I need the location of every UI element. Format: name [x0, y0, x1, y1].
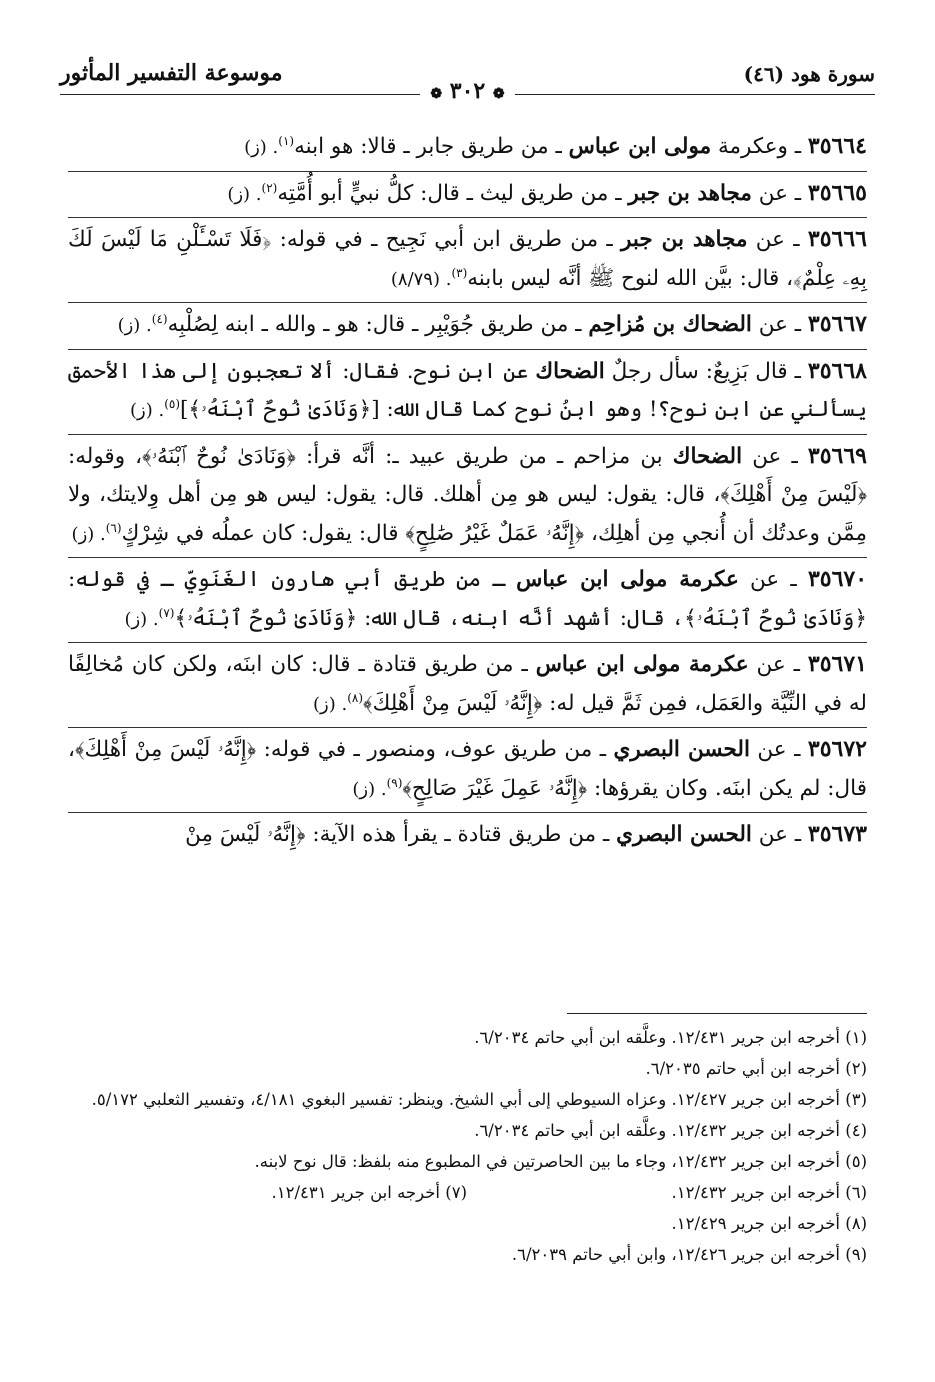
- footnote-ref: (٦): [105, 520, 122, 535]
- footnote-9: (٩) أخرجه ابن جرير ١٢/٤٢٦، وابن أبي حاتم ٦/٢٠٣٩.: [511, 1245, 867, 1264]
- quran-quote: ﴿إِنَّهُۥ عَمَلٌ غَيْرُ صَٰلِحٍ﴾: [405, 520, 585, 546]
- entry-35665: ٣٥٦٦٥ ـ عن مجاهد بن جبر ـ من طريق ليث ـ قال: كلُّ نبيٍّ أبو أُمَّتِه$^{(٢)}$. (ز): [68, 172, 867, 219]
- footnote-ref: (٣): [451, 265, 468, 280]
- book-title: موسوعة التفسير المأثور: [60, 60, 283, 86]
- quran-quote: ﴿وَنَادَىٰ نُوحٌ ٱبْنَهُۥ﴾: [142, 443, 296, 469]
- narrator-name: مولى ابن عباس: [568, 134, 712, 159]
- entry-number: ٣٥٦٧٣: [807, 821, 867, 847]
- footnote-8: (٨) أخرجه ابن جرير ١٢/٤٢٩.: [671, 1214, 867, 1233]
- footnote-2: (٢) أخرجه ابن أبي حاتم ٦/٢٠٣٥.: [645, 1059, 867, 1078]
- quran-quote: ﴿وَنَادَىٰ نُوحٌ ٱبْنَهُۥ﴾: [188, 397, 372, 422]
- entry-35671: ٣٥٦٧١ ـ عن عكرمة مولى ابن عباس ـ من طريق قتادة ـ قال: كان ابنَه، ولكن كان مُخالِفًا له في النِّيَّة والعَمَل، فمِن ثَمَّ قيل له: ﴿إِنَّهُۥ لَيْسَ مِنْ أَهْلِكَ﴾$^{(٨)}$. (ز): [68, 643, 867, 728]
- main-text: [68, 125, 867, 858]
- footnote-5: (٥) أخرجه ابن جرير ١٢/٤٣٢، وجاء ما بين الحاصرتين في المطبوع منه بلفظ: قال نوح لابنه.: [254, 1152, 867, 1171]
- entry-35666: ٣٥٦٦٦ ـ عن مجاهد بن جبر ـ من طريق ابن أبي نَجِيح ـ في قوله: ﴿فَلَا تَسْـَٔلْنِ مَا لَيْسَ لَكَ بِهِۦ عِلْمٌ﴾، قال: بيَّن الله لنوح ﷺ أنَّه ليس بابنه$^{(٣)}$. (٨/٧٩): [68, 218, 867, 303]
- footnote-7: (٧) أخرجه ابن جرير ١٢/٤٣١.: [271, 1183, 467, 1202]
- narrator-name: عكرمة مولى ابن عباس: [516, 567, 739, 592]
- narrator-name: الحسن البصري: [613, 737, 750, 762]
- quran-quote: ﴿وَنَادَىٰ نُوحٌ ٱبْنَهُۥ﴾: [684, 605, 867, 631]
- footnote-6: (٦) أخرجه ابن جرير ١٢/٤٣٢.: [671, 1183, 867, 1202]
- entry-35667: ٣٥٦٦٧ ـ عن الضحاك بن مُزاحِم ـ من طريق جُوَيْبِر ـ قال: هو ـ والله ـ ابنه لِصُلْبِه$^{(٤)}$. (ز): [68, 303, 867, 350]
- entry-35672: ٣٥٦٧٢ ـ عن الحسن البصري ـ من طريق عوف، ومنصور ـ في قوله: ﴿إِنَّهُۥ لَيْسَ مِنْ أَهْلِكَ﴾، قال: لم يكن ابنَه. وكان يقرؤها: ﴿إِنَّهُۥ عَمِلَ غَيْرَ صَالِحٍ﴾$^{(٩)}$. (ز): [68, 728, 867, 813]
- page-number-box: [420, 78, 514, 104]
- footnote-1: (١) أخرجه ابن جرير ١٢/٤٣١. وعلَّقه ابن أبي حاتم ٦/٢٠٣٤.: [474, 1028, 867, 1047]
- narrator-name: الحسن البصري: [616, 822, 752, 847]
- entry-number: ٣٥٦٦٨: [807, 357, 867, 384]
- surah-title: سورة هود (٤٦): [743, 62, 875, 86]
- footnote-ref: (٤): [151, 311, 168, 326]
- entry-35664: ٣٥٦٦٤ ـ وعكرمة مولى ابن عباس ـ من طريق جابر ـ قالا: هو ابنه$^{(١)}$. (ز): [68, 125, 867, 172]
- footnote-4: (٤) أخرجه ابن جرير ١٢/٤٣٢. وعلَّقه ابن أبي حاتم ٦/٢٠٣٤.: [474, 1121, 867, 1140]
- entry-35669: ٣٥٦٦٩ ـ عن الضحاك بن مزاحم ـ من طريق عبيد ـ: أنَّه قرأ: ﴿وَنَادَىٰ نُوحٌ ٱبْنَهُۥ﴾، وقوله: ﴿لَيْسَ مِنْ أَهْلِكَ﴾، قال: يقول: ليس هو مِن أهلك. قال: يقول: ليس هو مِن أهل وِلايتك، ولا مِمَّن وعدتُك أن أُنجي مِن أهلِك، ﴿إِنَّهُۥ عَمَلٌ غَيْرُ صَٰلِحٍ﴾ قال: يقول: كان عملُه في شِرْكٍ$^{(٦)}$. (ز): [68, 435, 867, 559]
- narrator-name: عكرمة مولى ابن عباس: [535, 652, 749, 677]
- quran-quote: ﴿إِنَّهُۥ لَيْسَ مِنْ أَهْلِكَ﴾: [74, 737, 257, 762]
- footnote-ref: (٩): [386, 775, 403, 790]
- entry-35670: ٣٥٦٧٠ ـ عن عكرمة مولى ابن عباس ـ من طريق أبي هارون الغَنَوِيِّ ـ في قوله: ﴿وَنَادَىٰ نُوحٌ ٱبْنَهُۥ﴾، قال: أشهد أنَّه ابنه، قال الله: ﴿وَنَادَىٰ نُوحٌ ٱبْنَهُۥ﴾$^{(٧)}$. (ز): [68, 558, 867, 643]
- entry-number: ٣٥٦٧٠: [807, 566, 868, 592]
- footnote-3: (٣) أخرجه ابن جرير ١٢/٤٢٧. وعزاه السيوطي إلى أبي الشيخ. وينظر: تفسير البغوي ٤/١٨١، وتفسير الثعلبي ٥/١٧٢.: [91, 1090, 867, 1109]
- entry-number: ٣٥٦٧١: [807, 651, 867, 677]
- quran-quote: ﴿لَيْسَ مِنْ أَهْلِكَ﴾: [720, 482, 867, 507]
- entry-number: ٣٥٦٦٧: [807, 311, 867, 337]
- narrator-name: مجاهد بن جبر: [628, 180, 752, 206]
- footnotes: [68, 1022, 867, 1270]
- quran-quote: ﴿وَنَادَىٰ نُوحٌ ٱبْنَهُۥ﴾: [174, 605, 358, 631]
- footnote-row-6-7: [68, 1177, 867, 1208]
- entry-number: ٣٥٦٦٦: [807, 226, 867, 252]
- narrator-name: الضحاك بن مُزاحِم: [588, 312, 752, 337]
- footnote-ref: (٨): [347, 690, 364, 705]
- quran-quote: ﴿إِنَّهُۥ لَيْسَ مِنْ: [185, 822, 306, 847]
- entry-35668: ٣٥٦٦٨ ـ قال بَزِيعٌ: سأل رجلٌ الضحاك عن ابن نوح. فقال: ألا تعجبون إلى هذا الأحمق يسألني عن ابن نوح؟! وهو ابنُ نوح كما قال الله: [﴿وَنَادَىٰ نُوحٌ ٱبْنَهُۥ﴾]$^{(٥)}$. (ز): [68, 350, 867, 435]
- ornament-icon: ❁: [430, 86, 443, 102]
- quran-quote: ﴿إِنَّهُۥ عَمِلَ غَيْرَ صَالِحٍ﴾: [402, 775, 588, 801]
- page-number: ٣٠٢: [449, 78, 486, 104]
- quran-quote: ﴿فَلَا تَسْـَٔلْنِ مَا لَيْسَ لَكَ بِهِۦ عِلْمٌ﴾: [68, 227, 867, 291]
- quran-quote: ﴿إِنَّهُۥ لَيْسَ مِنْ أَهْلِكَ﴾: [363, 690, 543, 716]
- narrator-name: الضحاك: [535, 358, 605, 384]
- entry-number: ٣٥٦٦٥: [807, 179, 867, 206]
- narrator-name: مجاهد بن جبر: [621, 227, 748, 252]
- entry-number: ٣٥٦٦٤: [807, 133, 867, 159]
- footnote-ref: (٧): [158, 605, 175, 620]
- footnote-ref: (١): [278, 133, 295, 148]
- narrator-name: الضحاك: [672, 443, 743, 469]
- entry-number: ٣٥٦٧٢: [807, 736, 867, 762]
- entry-number: ٣٥٦٦٩: [807, 442, 867, 469]
- ornament-icon: ❁: [492, 86, 505, 102]
- footnote-ref: (٥): [164, 396, 181, 411]
- entry-35673: ٣٥٦٧٣ ـ عن الحسن البصري ـ من طريق قتادة ـ يقرأ هذه الآية: ﴿إِنَّهُۥ لَيْسَ مِنْ: [185, 821, 867, 847]
- footnote-rule: [567, 1013, 867, 1014]
- running-header: [60, 58, 875, 106]
- footnote-ref: (٢): [261, 180, 278, 195]
